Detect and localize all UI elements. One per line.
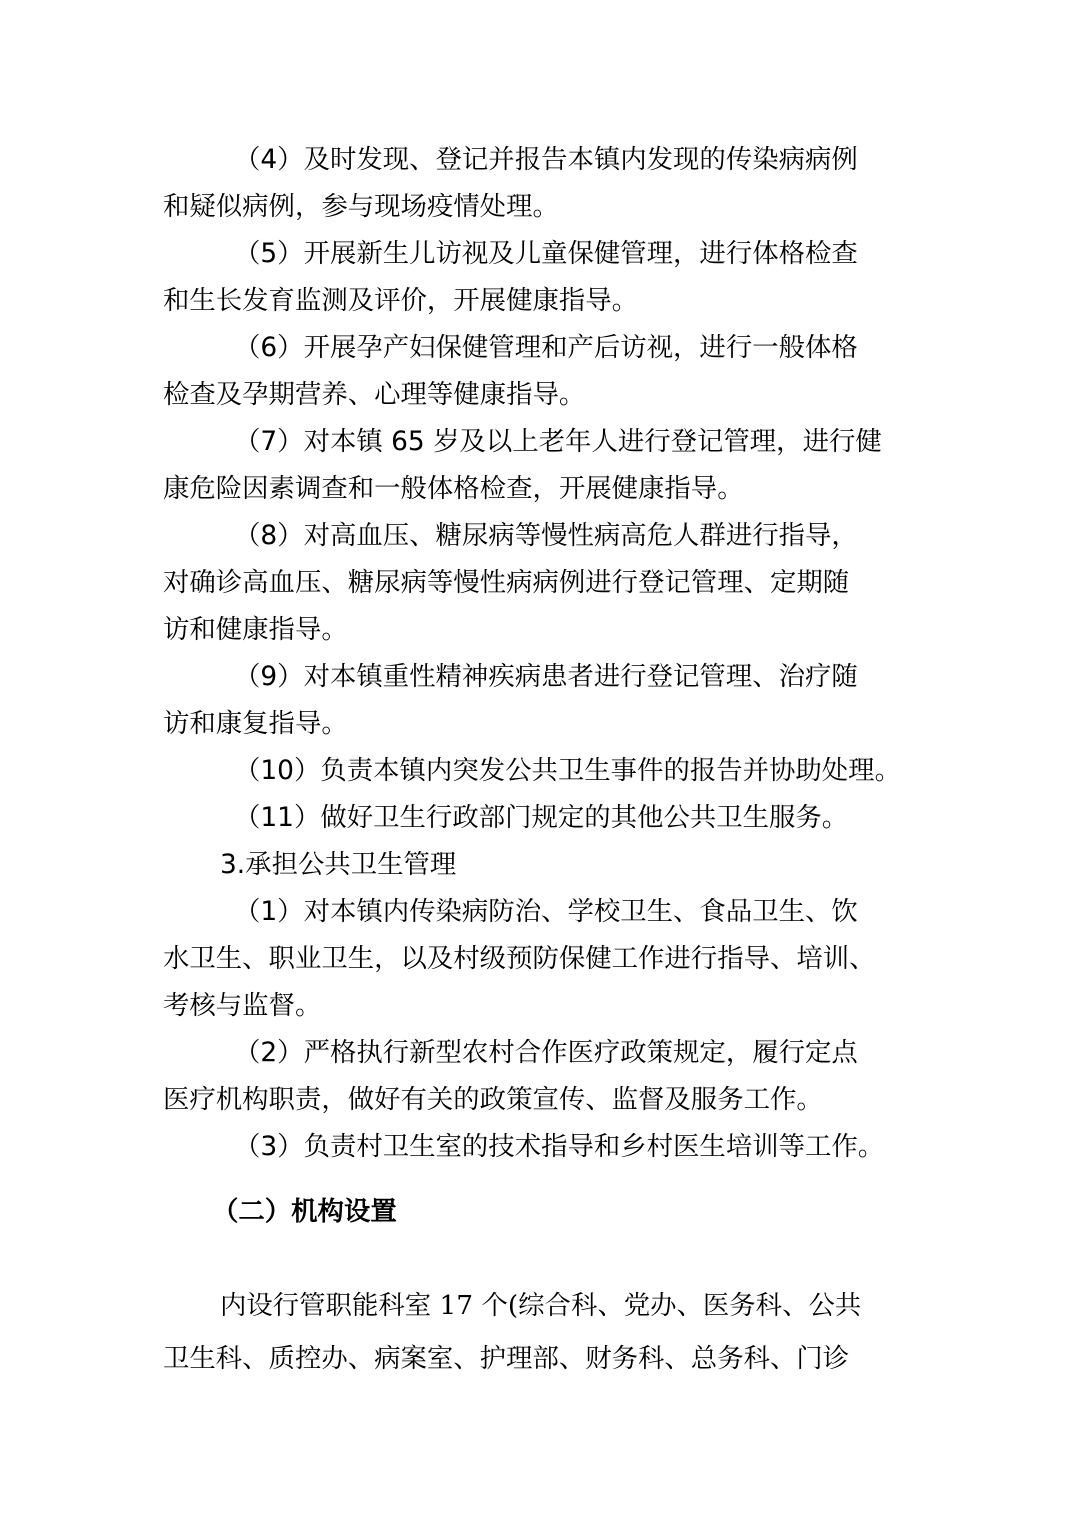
paragraph-4-line-1: （4）及时发现、登记并报告本镇内发现的传染病病例 (234, 144, 858, 175)
paragraph-9-line-1: （9）对本镇重性精神疾病患者进行登记管理、治疗随 (234, 661, 858, 692)
paragraph-8-line-1: （8）对高血压、糖尿病等慢性病高危人群进行指导， (234, 520, 858, 551)
section-3-item-2-line-1: （2）严格执行新型农村合作医疗政策规定，履行定点 (234, 1037, 858, 1068)
paragraph-6-line-2: 检查及孕期营养、心理等健康指导。 (163, 379, 586, 410)
section-heading-organization: （二）机构设置 (212, 1196, 397, 1227)
section-3-title: 3.承担公共卫生管理 (220, 849, 457, 880)
section-3-item-3: （3）负责村卫生室的技术指导和乡村医生培训等工作。 (234, 1131, 885, 1162)
section-3-item-1-line-1: （1）对本镇内传染病防治、学校卫生、食品卫生、饮 (234, 896, 858, 927)
paragraph-8-line-3: 访和健康指导。 (163, 614, 348, 645)
paragraph-7-line-1: （7）对本镇 65 岁及以上老年人进行登记管理，进行健 (234, 426, 882, 457)
paragraph-6-line-1: （6）开展孕产妇保健管理和产后访视，进行一般体格 (234, 332, 858, 363)
organization-paragraph-line-2: 卫生科、质控办、病案室、护理部、财务科、总务科、门诊 (163, 1343, 850, 1374)
section-3-item-1-line-3: 考核与监督。 (163, 990, 322, 1021)
section-3-item-1-line-2: 水卫生、职业卫生，以及村级预防保健工作进行指导、培训、 (163, 943, 876, 974)
paragraph-5-line-2: 和生长发育监测及评价，开展健康指导。 (163, 285, 639, 316)
paragraph-9-line-2: 访和康复指导。 (163, 708, 348, 739)
paragraph-4-line-2: 和疑似病例，参与现场疫情处理。 (163, 191, 559, 222)
paragraph-7-line-2: 康危险因素调查和一般体格检查，开展健康指导。 (163, 473, 744, 504)
paragraph-10: （10）负责本镇内突发公共卫生事件的报告并协助处理。 (234, 755, 901, 786)
organization-paragraph-line-1: 内设行管职能科室 17 个(综合科、党办、医务科、公共 (220, 1290, 862, 1321)
paragraph-8-line-2: 对确诊高血压、糖尿病等慢性病病例进行登记管理、定期随 (163, 567, 850, 598)
section-3-item-2-line-2: 医疗机构职责，做好有关的政策宣传、监督及服务工作。 (163, 1084, 823, 1115)
paragraph-5-line-1: （5）开展新生儿访视及儿童保健管理，进行体格检查 (234, 238, 858, 269)
paragraph-11: （11）做好卫生行政部门规定的其他公共卫生服务。 (234, 802, 849, 833)
